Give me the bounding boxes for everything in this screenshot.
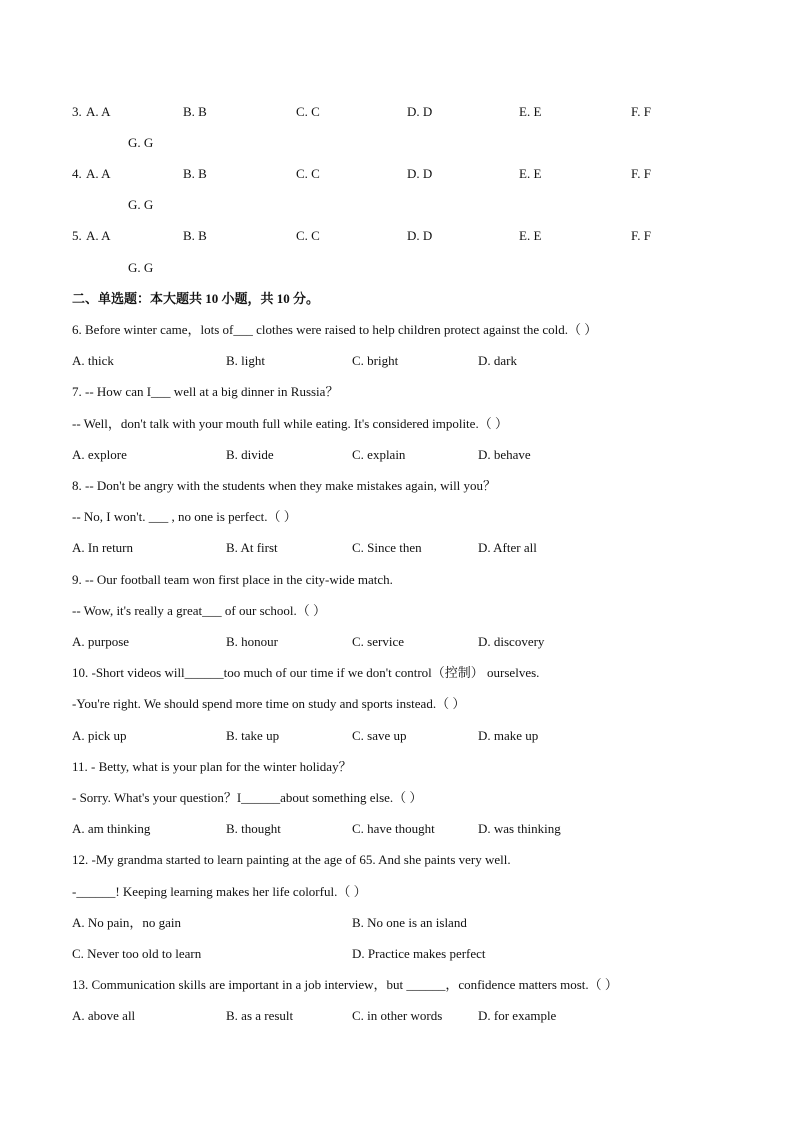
question-stem: -______! Keeping learning makes her life colorful.（ ） (72, 884, 367, 899)
choice-b: B. honour (226, 634, 278, 649)
choice-b: B. At first (226, 540, 278, 555)
answer-option: G. G (128, 260, 154, 275)
choice-d: D. discovery (478, 634, 545, 649)
choice-b: B. light (226, 353, 266, 368)
question-stem: 13. Communication skills are important in a job interview，but ______，confidence matters most.（ ） (72, 977, 618, 992)
answer-option: B. B (183, 104, 207, 119)
answer-number: 4. (72, 166, 82, 181)
choice-d: D. make up (478, 728, 539, 743)
question-stem: 7. -- How can I___ well at a big dinner in Russia？ (72, 384, 339, 399)
section-title: 二、单选题：本大题共 10 小题，共 10 分。 (72, 291, 320, 306)
answer-option: E. E (519, 104, 542, 119)
choice-b: B. take up (226, 728, 280, 743)
answer-number: 5. (72, 228, 82, 243)
choice-a: A. No pain，no gain (72, 915, 182, 930)
choice-a: A. purpose (72, 634, 130, 649)
choice-d: D. Practice makes perfect (352, 946, 486, 961)
answer-option: D. D (407, 166, 433, 181)
choice-d: D. for example (478, 1008, 557, 1023)
choice-b: B. No one is an island (352, 915, 467, 930)
answer-option: F. F (631, 166, 651, 181)
question-stem: -- Wow, it's really a great___ of our school.（ ） (72, 603, 327, 618)
choice-a: A. thick (72, 353, 114, 368)
choice-b: B. divide (226, 447, 274, 462)
choice-d: D. dark (478, 353, 517, 368)
choice-a: A. am thinking (72, 821, 151, 836)
answer-option: E. E (519, 166, 542, 181)
answer-option: A. A (86, 104, 111, 119)
question-stem: 9. -- Our football team won first place in the city-wide match. (72, 572, 393, 587)
answer-option: E. E (519, 228, 542, 243)
choice-c: C. save up (352, 728, 407, 743)
answer-option: F. F (631, 104, 651, 119)
choice-c: C. explain (352, 447, 406, 462)
question-stem: -- No, I won't. ___ , no one is perfect.（ ） (72, 509, 297, 524)
question-stem: 11. - Betty, what is your plan for the winter holiday？ (72, 759, 352, 774)
answer-option: A. A (86, 228, 111, 243)
answer-option: A. A (86, 166, 111, 181)
question-stem: -You're right. We should spend more time on study and sports instead.（ ） (72, 696, 466, 711)
question-stem: 12. -My grandma started to learn painting at the age of 65. And she paints very well. (72, 852, 511, 867)
choice-c: C. have thought (352, 821, 435, 836)
question-stem: 6. Before winter came，lots of___ clothes were raised to help children protect against the cold.（ ） (72, 322, 598, 337)
question-stem: -- Well，don't talk with your mouth full while eating. It's considered impolite.（ ） (72, 416, 508, 431)
question-stem: - Sorry. What's your question？I______about something else.（ ） (72, 790, 423, 805)
answer-option: C. C (296, 166, 320, 181)
question-stem: 10. -Short videos will______too much of our time if we don't control（控制） ourselves. (72, 665, 540, 680)
answer-option: F. F (631, 228, 651, 243)
answer-option: B. B (183, 228, 207, 243)
choice-c: C. service (352, 634, 404, 649)
answer-option: D. D (407, 104, 433, 119)
question-stem: 8. -- Don't be angry with the students when they make mistakes again, will you？ (72, 478, 497, 493)
choice-c: C. bright (352, 353, 399, 368)
answer-option: C. C (296, 104, 320, 119)
choice-a: A. explore (72, 447, 127, 462)
choice-c: C. Since then (352, 540, 422, 555)
choice-b: B. thought (226, 821, 281, 836)
choice-b: B. as a result (226, 1008, 294, 1023)
answer-option: G. G (128, 197, 154, 212)
choice-c: C. Never too old to learn (72, 946, 202, 961)
choice-d: D. was thinking (478, 821, 561, 836)
answer-option: C. C (296, 228, 320, 243)
choice-a: A. above all (72, 1008, 136, 1023)
choice-d: D. behave (478, 447, 531, 462)
answer-option: B. B (183, 166, 207, 181)
answer-number: 3. (72, 104, 82, 119)
answer-option: G. G (128, 135, 154, 150)
choice-a: A. pick up (72, 728, 127, 743)
choice-a: A. In return (72, 540, 134, 555)
answer-option: D. D (407, 228, 433, 243)
choice-d: D. After all (478, 540, 537, 555)
choice-c: C. in other words (352, 1008, 443, 1023)
